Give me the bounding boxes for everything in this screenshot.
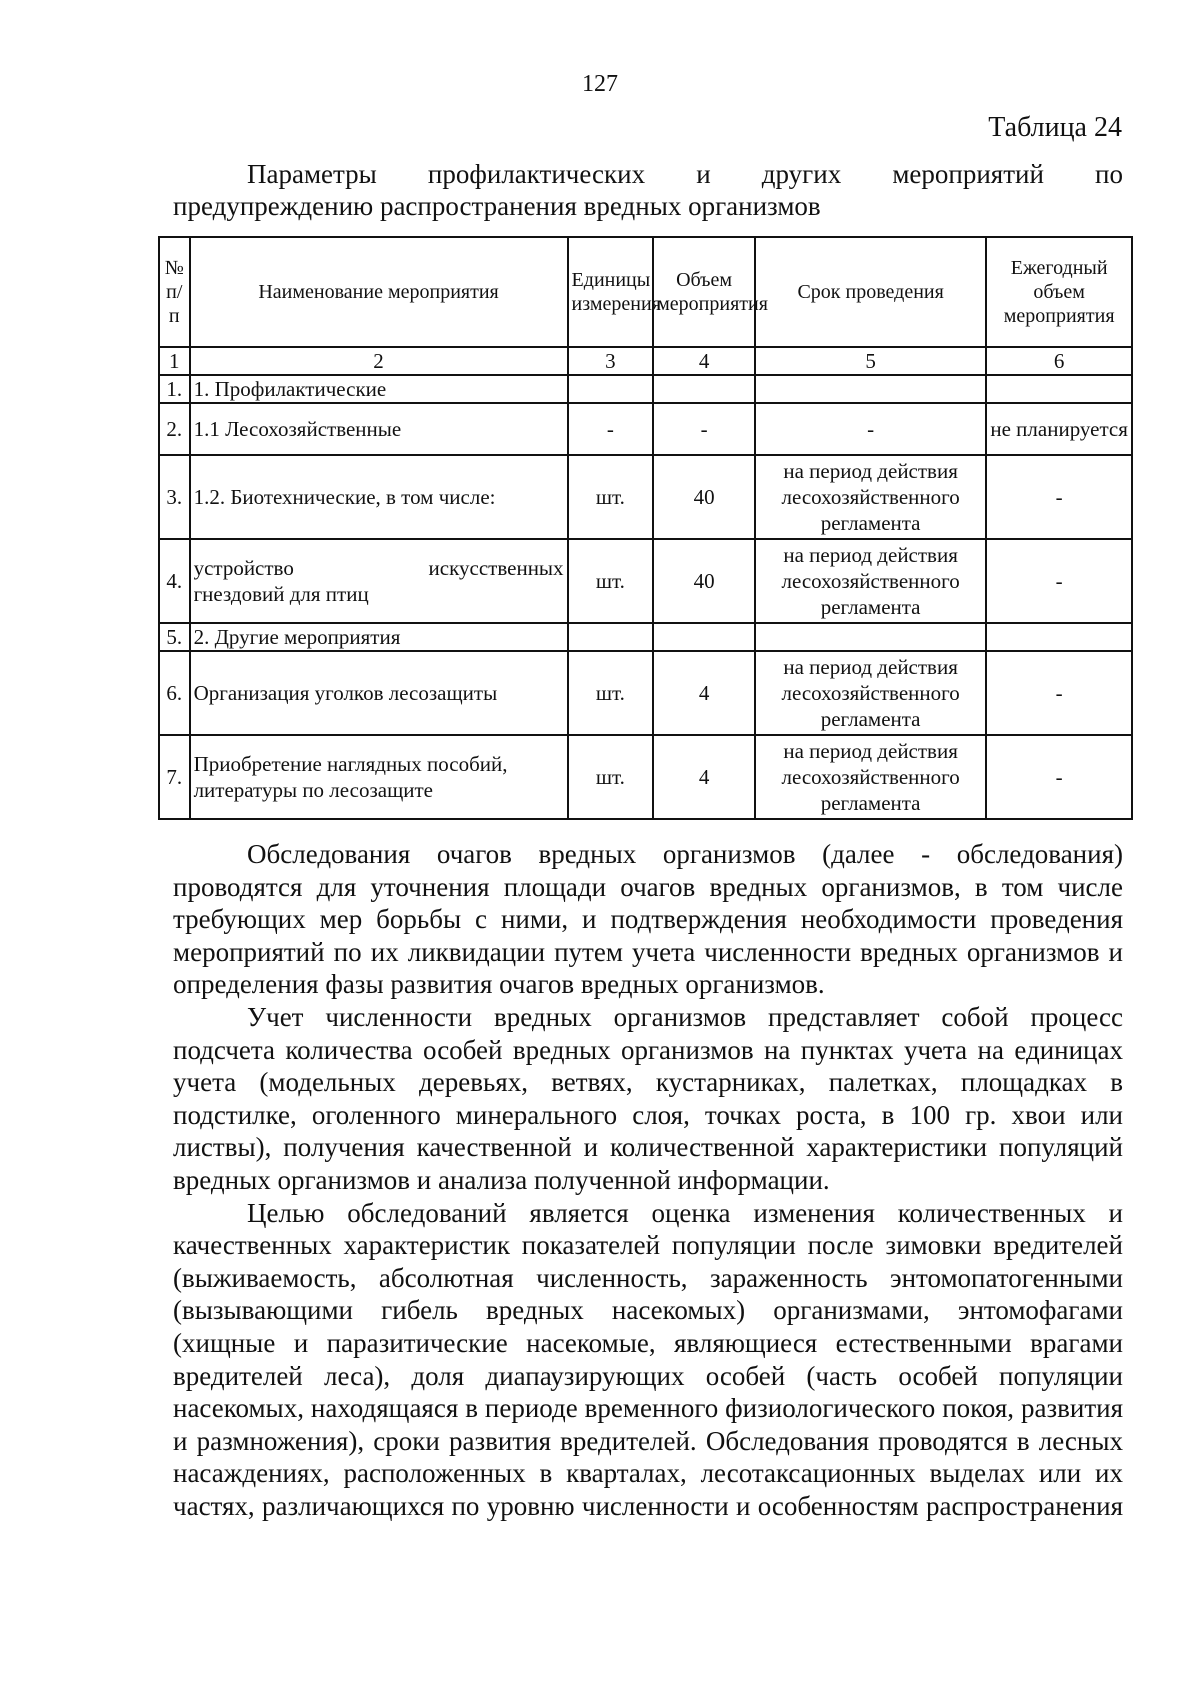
row-term: на период действия лесохозяйственного регламента [755,455,986,539]
row-unit: шт. [568,539,654,623]
row-term: - [755,403,986,455]
page-number: 127 [582,71,618,97]
paragraph-counting: Учет численности вредных организмов представляет собой процесс подсчета количества особей вредных организмов на пунктах учета на единицах учета (модельных деревьях, ветвях, кустарниках, палетках, площадках в подстилке, оголенного минерального слоя, точках роста, в 100 гр. хвои или листвы), получения качественной и количественной характеристики популяций вредных организмов и анализа полученной информации. [173,1001,1123,1195]
caption-line-2: предупреждению распространения вредных организмов [173,191,821,221]
row-volume [653,375,755,403]
table-caption [173,158,1123,222]
row-unit: шт. [568,651,654,735]
paragraph-surveys: Обследования очагов вредных организмов (далее - обследования) проводятся для уточнения площади очагов вредных организмов, в том числе требующих мер борьбы с ними, и подтверждения необходимости проведения мероприятий по их ликвидации путем учета численности вредных организмов и определения фазы развития очагов вредных организмов. [173,839,1123,1000]
row-number: 6. [159,651,190,735]
row-term [755,375,986,403]
row-volume: 4 [653,651,755,735]
row-name-line-2: гнездовий для птиц [193,582,369,606]
row-annual [986,375,1132,403]
header-volume: Объем мероприятия [653,237,755,347]
column-numbering-row [159,347,1132,375]
row-unit: - [568,403,654,455]
row-volume: 4 [653,735,755,819]
row-term: на период действия лесохозяйственного регламента [755,651,986,735]
row-volume: 40 [653,539,755,623]
row-unit: шт. [568,455,654,539]
header-number: № п/п [159,237,190,347]
row-annual: - [986,539,1132,623]
row-annual: - [986,735,1132,819]
caption-line-1: Параметры профилактических и других мероприятий по [247,159,1123,189]
row-volume: - [653,403,755,455]
header-unit: Единицы измерения [568,237,654,347]
body-text [173,838,1123,1522]
row-name: 2. Другие мероприятия [190,623,568,651]
col-num-6: 6 [986,347,1132,375]
row-term: на период действия лесохозяйственного регламента [755,735,986,819]
row-name: 1.2. Биотехнические, в том числе: [190,455,568,539]
row-volume: 40 [653,455,755,539]
table-row [159,623,1132,651]
row-annual: - [986,651,1132,735]
row-number: 4. [159,539,190,623]
table-header-row [159,237,1132,347]
row-term: на период действия лесохозяйственного регламента [755,539,986,623]
row-name: Приобретение наглядных пособий, литературы по лесозащите [190,735,568,819]
header-term: Срок проведения [755,237,986,347]
row-name: 1. Профилактические [190,375,568,403]
col-num-1: 1 [159,347,190,375]
row-annual [986,623,1132,651]
row-number: 2. [159,403,190,455]
table-row [159,539,1132,623]
row-unit: шт. [568,735,654,819]
row-term [755,623,986,651]
row-name: 1.1 Лесохозяйственные [190,403,568,455]
row-unit [568,375,654,403]
table-label: Таблица 24 [988,112,1122,143]
row-number: 5. [159,623,190,651]
row-name-line-1: устройство искусственных [193,556,564,580]
table-row [159,735,1132,819]
col-num-3: 3 [568,347,654,375]
paragraph-purpose: Целью обследований является оценка изменения количественных и качественных характеристик показателей популяции после зимовки вредителей (выживаемость, абсолютная численность, зараженность энтомопатогенными (вызывающими гибель вредных насекомых) организмами, энтомофагами (хищные и паразитические насекомые, являющиеся естественными врагами вредителей леса), доля диапаузирующих особей (часть особей популяции насекомых, находящаяся в периоде временного физиологического покоя, развития и размножения), сроки развития вредителей. Обследования проводятся в лесных насаждениях, расположенных в кварталах, лесотаксационных выделах или их частях, различающихся по уровню численности и особенностям распространения [173,1197,1123,1521]
row-unit [568,623,654,651]
col-num-2: 2 [190,347,568,375]
row-annual: не планируется [986,403,1132,455]
col-num-4: 4 [653,347,755,375]
row-number: 7. [159,735,190,819]
row-volume [653,623,755,651]
table-row [159,403,1132,455]
table-row [159,651,1132,735]
row-number: 1. [159,375,190,403]
header-name: Наименование мероприятия [190,237,568,347]
row-name: Организация уголков лесозащиты [190,651,568,735]
parameters-table [158,236,1133,820]
table-row [159,375,1132,403]
header-annual: Ежегодный объем мероприятия [986,237,1132,347]
table-row [159,455,1132,539]
row-number: 3. [159,455,190,539]
row-name [190,539,568,623]
row-annual: - [986,455,1132,539]
col-num-5: 5 [755,347,986,375]
